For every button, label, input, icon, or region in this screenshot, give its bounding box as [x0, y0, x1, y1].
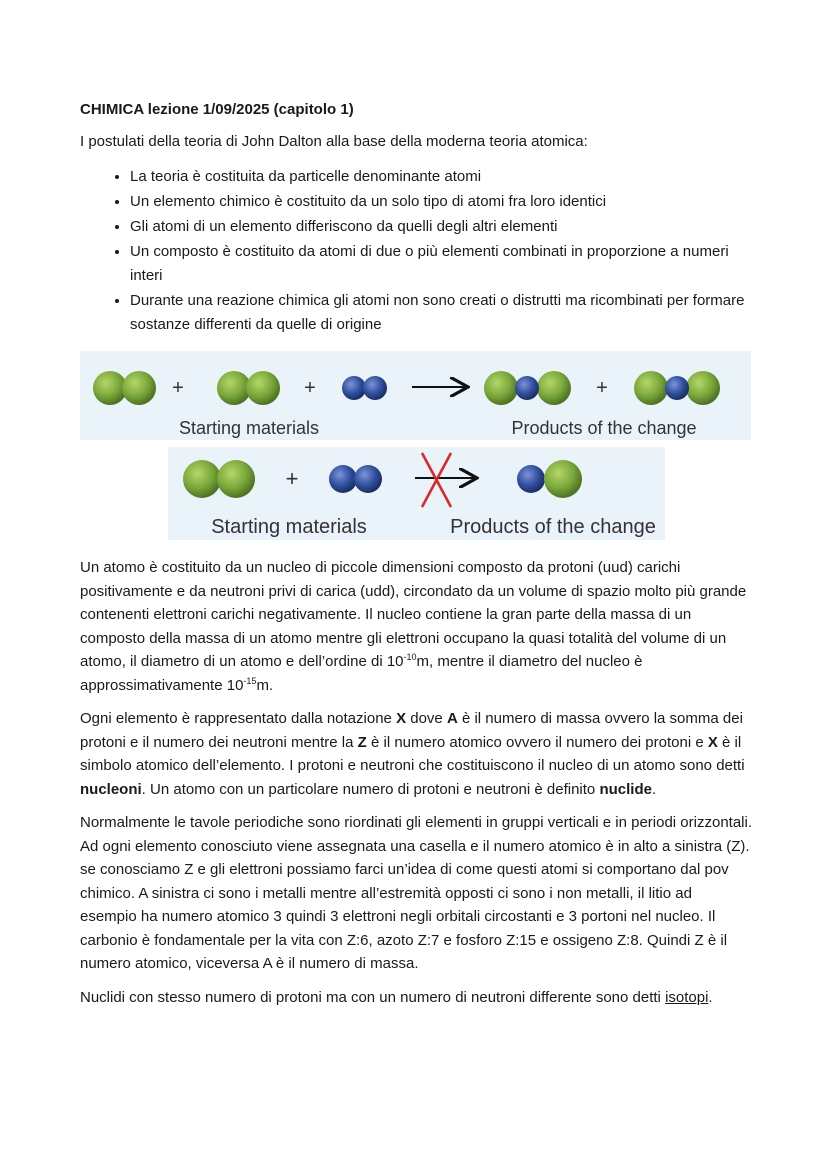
- red-cross-icon: [422, 453, 451, 507]
- isotopi-term: isotopi: [665, 988, 709, 1006]
- list-item: • Un elemento chimico è costituito da un solo tipo di atomi fra loro identici: [130, 189, 750, 214]
- blue-molecule: [329, 465, 382, 493]
- plus-sign: +: [596, 377, 608, 399]
- invalid-reaction-figure: [168, 447, 665, 540]
- exponent: -15: [243, 675, 257, 686]
- green-molecule: [93, 371, 156, 405]
- atom-structure-paragraph: Un atomo è costituito da un nucleo di piccole dimensioni composto da protoni (uud) carichi positivamente e da neutroni privi di carica (udd), circondato da un volume di spazio molto più grande contenenti elettroni carichi negativamente. Il nucleo contiene la gran parte della massa di un composto della massa di un atomo mentre gli elettroni occupano la quasi totalità del volume di un atomo, il diametro di un atomo e dell’ordine di $10^{-10}m$, mentre il diametro del nucleo è approssimativamente $10^{-15}m$.: [80, 559, 747, 694]
- periodic-table-paragraph: Normalmente le tavole periodiche sono riordinati gli elementi in gruppi verticali e in periodi orizzontali. Ad ogni elemento conosciuto viene assegnata una casella e il numero atomico è in alto a sinistra (Z). se conosciamo Z e gli elettroni possiamo farci un’idea di come questi atomi si comportano dal pov chimico. A sinistra ci sono i metalli mentre all’estremità opposti ci sono i non metalli, il litio ad esempio ha numero atomico 3 quindi 3 elettroni negli orbitali circostanti e 3 portoni nel nucleo. Il carbonio è fondamentale per la vita con Z:6, azoto Z:7 e fosforo Z:15 e ossigeno Z:8. Quindi Z è il numero atomico, viceversa A è il numero di massa.: [80, 814, 753, 972]
- product-molecule: [517, 460, 582, 498]
- intro-paragraph: I postulati della teoria di John Dalton alla base della moderna teoria atomica:: [80, 133, 588, 150]
- dalton-reaction-figure: [80, 351, 751, 440]
- notation-paragraph: Ogni elemento è rappresentato dalla notazione X dove A è il numero di massa ovvero la somma dei protoni e il numero dei neutroni mentre la Z è il numero atomico ovvero il numero dei protoni e X è il simbolo atomico dell’elemento. I protoni e neutroni che costituiscono il nucleo di un atomo sono detti nucleoni. Un atomo con un particolare numero di protoni e neutroni è definito nuclide.: [80, 710, 745, 798]
- postulates-list: [80, 164, 750, 337]
- plus-sign: +: [172, 377, 184, 399]
- list-item: • Un composto è costituito da atomi di due o più elementi combinati in proporzione a numeri interi: [130, 239, 750, 288]
- plus-sign: +: [285, 466, 299, 491]
- exponent: -10: [403, 652, 417, 662]
- list-item: • Gli atomi di un elemento differiscono da quelli degli altri elementi: [130, 214, 750, 239]
- starting-materials-label: Starting materials: [178, 418, 320, 438]
- list-item: • Durante una reazione chimica gli atomi non sono creati o distrutti ma ricombinati per formare sostanze differenti da quelle di origine: [130, 288, 750, 337]
- page-title: CHIMICA lezione 1/09/2025 (capitolo 1): [80, 101, 354, 118]
- product-molecule: [634, 371, 720, 405]
- document-page: [80, 100, 750, 347]
- products-label: Products of the change: [511, 418, 697, 438]
- products-label: Products of the change: [450, 516, 656, 538]
- reaction-diagram: [80, 351, 751, 440]
- green-molecule: [183, 460, 255, 498]
- document-body: [80, 556, 752, 1019]
- green-molecule: [217, 371, 280, 405]
- blue-molecule: [342, 376, 387, 400]
- plus-sign: +: [304, 377, 316, 399]
- product-molecule: [484, 371, 571, 405]
- list-item: • La teoria è costituita da particelle denominante atomi: [130, 164, 750, 189]
- isotopes-paragraph: Nuclidi con stesso numero di protoni ma con un numero di neutroni differente sono detti isotopi.: [80, 988, 713, 1006]
- starting-materials-label: Starting materials: [211, 516, 367, 538]
- reaction-diagram: [168, 447, 665, 540]
